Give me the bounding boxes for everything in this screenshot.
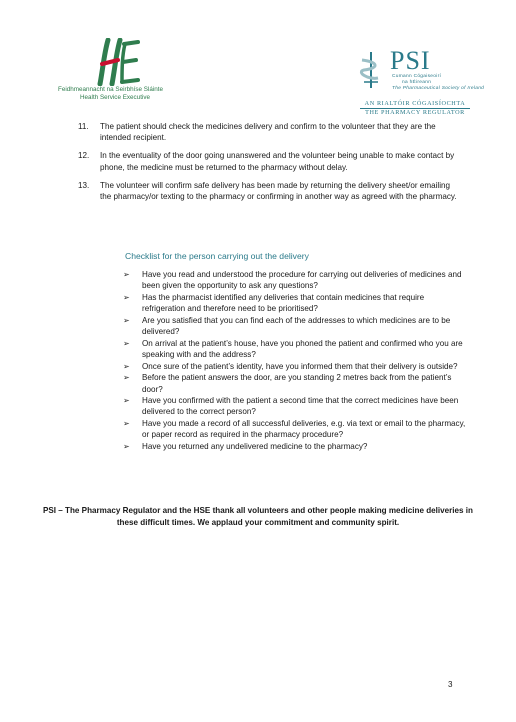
arrow-bullet-icon: ➢ <box>123 292 130 302</box>
checklist-item <box>123 292 468 314</box>
hse-logo <box>58 38 178 102</box>
procedure-step <box>78 150 458 172</box>
psi-logo-irish-line-2: na hÉireann <box>402 80 432 85</box>
arrow-bullet-icon: ➢ <box>123 338 130 348</box>
hse-logo-english-name: Health Service Executive <box>80 94 150 101</box>
step-text: In the eventuality of the door going unanswered and the volunteer being unable to make contact by phone, the medicine must be returned to the pharmacy without delay. <box>100 151 455 172</box>
checklist-item-text: On arrival at the patient’s house, have you phoned the patient and confirmed who you are speaking with and the address? <box>142 338 463 359</box>
psi-logo-wordmark: PSI <box>390 46 431 75</box>
step-number: 11. <box>78 122 89 131</box>
checklist-item <box>123 361 468 372</box>
procedure-step <box>78 121 458 143</box>
arrow-bullet-icon: ➢ <box>123 373 130 383</box>
checklist-item-text: Has the pharmacist identified any deliveries that contain medicines that require refrigeration and therefore need to be prioritised? <box>142 292 425 314</box>
psi-logo-english-line: The Pharmaceutical Society of Ireland <box>392 86 485 91</box>
checklist-item-text: Before the patient answers the door, are you standing 2 metres back from the patient’s door? <box>142 373 452 394</box>
checklist-item <box>123 338 468 360</box>
psi-logo-mark <box>358 50 384 90</box>
step-number: 13. <box>78 180 90 190</box>
checklist-item <box>123 315 468 337</box>
checklist-item-text: Have you returned any undelivered medicine to the pharmacy? <box>142 442 368 452</box>
checklist-item-text: Once sure of the patient’s identity, have you informed them that their delivery is outside? <box>142 361 458 371</box>
checklist-item <box>123 441 468 452</box>
checklist-item-text: Have you made a record of all successful deliveries, e.g. via text or email to the pharmacy, or paper record as required in the pharmacy procedure? <box>142 419 466 440</box>
checklist-item <box>123 269 468 291</box>
checklist-heading: Checklist for the person carrying out the delivery <box>125 251 309 261</box>
page-number: 3 <box>448 680 453 689</box>
step-text: The patient should check the medicines delivery and confirm to the volunteer that they are the intended recipient. <box>100 122 436 143</box>
checklist-item <box>123 372 468 394</box>
checklist-item <box>123 418 468 440</box>
arrow-bullet-icon: ➢ <box>123 396 130 406</box>
arrow-bullet-icon: ➢ <box>123 315 130 325</box>
step-number: 12. <box>78 151 90 161</box>
arrow-bullet-icon: ➢ <box>123 270 130 279</box>
arrow-bullet-icon: ➢ <box>123 419 130 429</box>
psi-logo-irish-line-1: Cumann Cógaiseoirí <box>392 74 442 79</box>
checklist <box>123 269 468 453</box>
step-text: The volunteer will confirm safe delivery has been made by returning the delivery sheet/or emailing the pharmacy/or texting to the pharmacy or confirming in another way as agreed with the pharmacy. <box>100 180 457 202</box>
hse-logo-irish-name: Feidhmeannacht na Seirbhíse Sláinte <box>58 86 164 93</box>
procedure-steps <box>78 121 458 209</box>
psi-logo-regulator-irish: AN RIALTÓIR CÓGAISÍOCHTA <box>364 100 466 107</box>
checklist-item-text: Have you confirmed with the patient a second time that the correct medicines have been delivered to the correct person? <box>142 396 459 417</box>
arrow-bullet-icon: ➢ <box>123 361 130 371</box>
arrow-bullet-icon: ➢ <box>123 442 130 452</box>
checklist-item <box>123 395 468 417</box>
hse-logo-mark <box>94 38 140 86</box>
closing-statement: PSI – The Pharmacy Regulator and the HSE thank all volunteers and other people making medicine deliveries in these difficult times. We applaud your commitment and community spirit. <box>43 506 473 527</box>
checklist-item-text: Have you read and understood the procedure for carrying out deliveries of medicines and been given the opportunity to ask any questions? <box>142 270 462 291</box>
psi-logo-regulator-english: THE PHARMACY REGULATOR <box>365 109 465 116</box>
procedure-step <box>78 180 458 202</box>
checklist-item-text: Are you satisfied that you can find each of the addresses to which medicines are to be delivered? <box>142 315 451 337</box>
